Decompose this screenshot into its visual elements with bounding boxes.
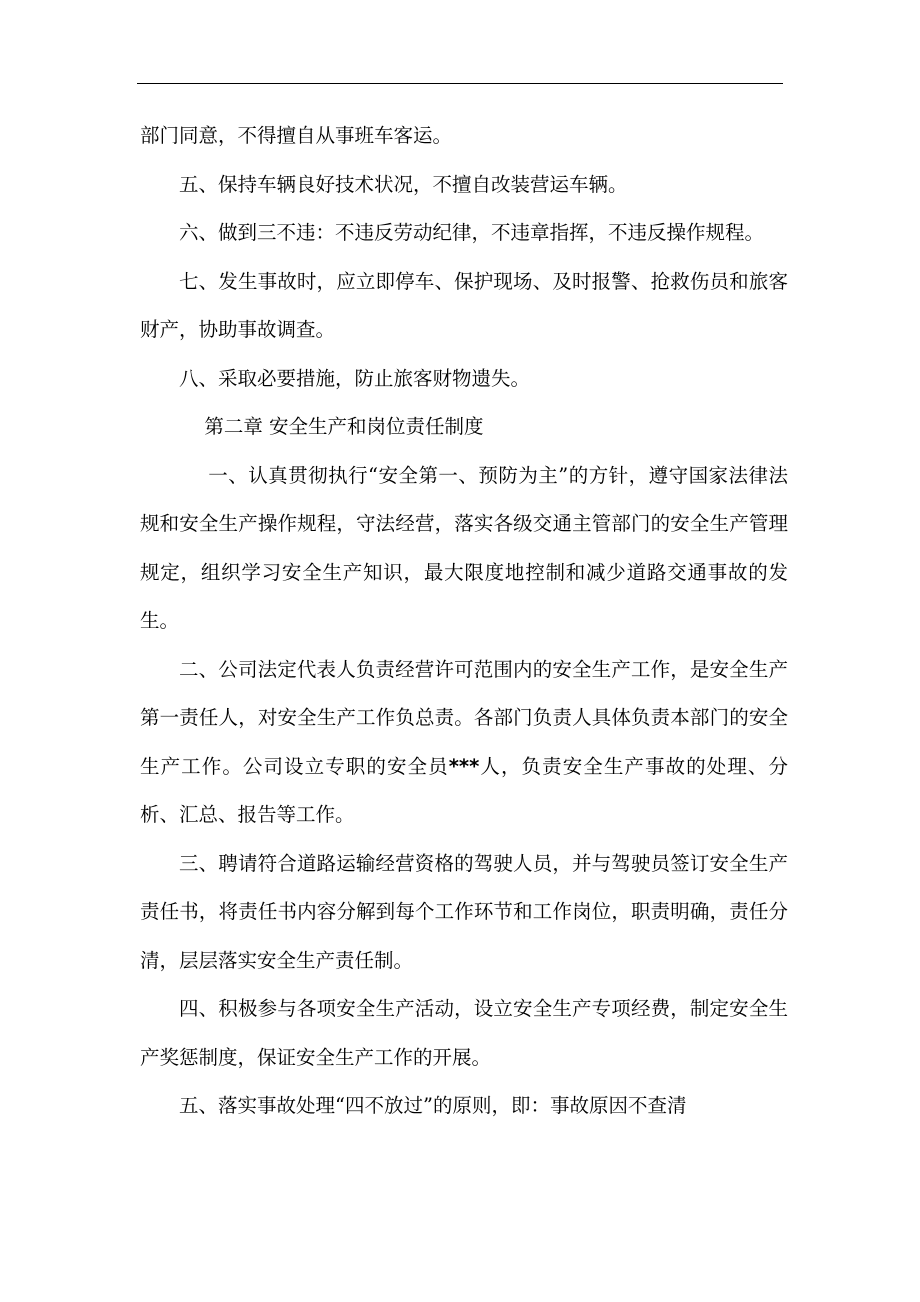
paragraph-item-5: 五、保持车辆良好技术状况，不擅自改装营运车辆。 [179,172,628,196]
paragraph-continuation: 部门同意，不得擅自从事班车客运。 [140,124,453,147]
paragraph-chapter2-item-2-part-a: 二、公司法定代表人负责经营许可范围内的安全生产工作，是安全生产第一责任人，对安全生产工作负总责。各部门负责人具体负责本部门的安全生产工作。公司设立专职的安全员 [140,657,788,778]
paragraph-chapter2-item-2-part-b: 人，负责安全生产事故的处理、分析、汇总、报告等工作。 [140,754,788,826]
paragraph-item-7: 七、发生事故时，应立即停车、保护现场、及时报警、抢救伤员和旅客财产，协助事故调查。 [140,269,788,341]
redacted-count: *** [448,754,480,778]
paragraph-chapter2-item-2 [140,646,788,840]
paragraph-chapter2-item-1: 一、认真贯彻执行“安全第一、预防为主”的方针，遵守国家法律法规和安全生产操作规程，守法经营，落实各级交通主管部门的安全生产管理规定，组织学习安全生产知识，最大限度地控制和减少道路交通事故的发生。 [140,463,788,632]
paragraph-chapter2-item-4: 四、积极参与各项安全生产活动，设立安全生产专项经费，制定安全生产奖惩制度，保证安全生产工作的开展。 [140,997,788,1069]
paragraph-chapter2-item-5: 五、落实事故处理“四不放过”的原则，即：事故原因不查清 [179,1094,687,1117]
paragraph-item-8: 八、采取必要措施，防止旅客财物遗失。 [179,366,531,390]
paragraph-item-6: 六、做到三不违：不违反劳动纪律，不违章指挥，不违反操作规程。 [179,221,765,244]
paragraph-chapter2-item-3: 三、聘请符合道路运输经营资格的驾驶人员，并与驾驶员签订安全生产责任书，将责任书内容分解到每个工作环节和工作岗位，职责明确，责任分清，层层落实安全生产责任制。 [140,851,788,972]
header-rule [137,83,783,84]
document-body [140,112,788,1131]
chapter-heading: 第二章 安全生产和岗位责任制度 [204,415,484,438]
